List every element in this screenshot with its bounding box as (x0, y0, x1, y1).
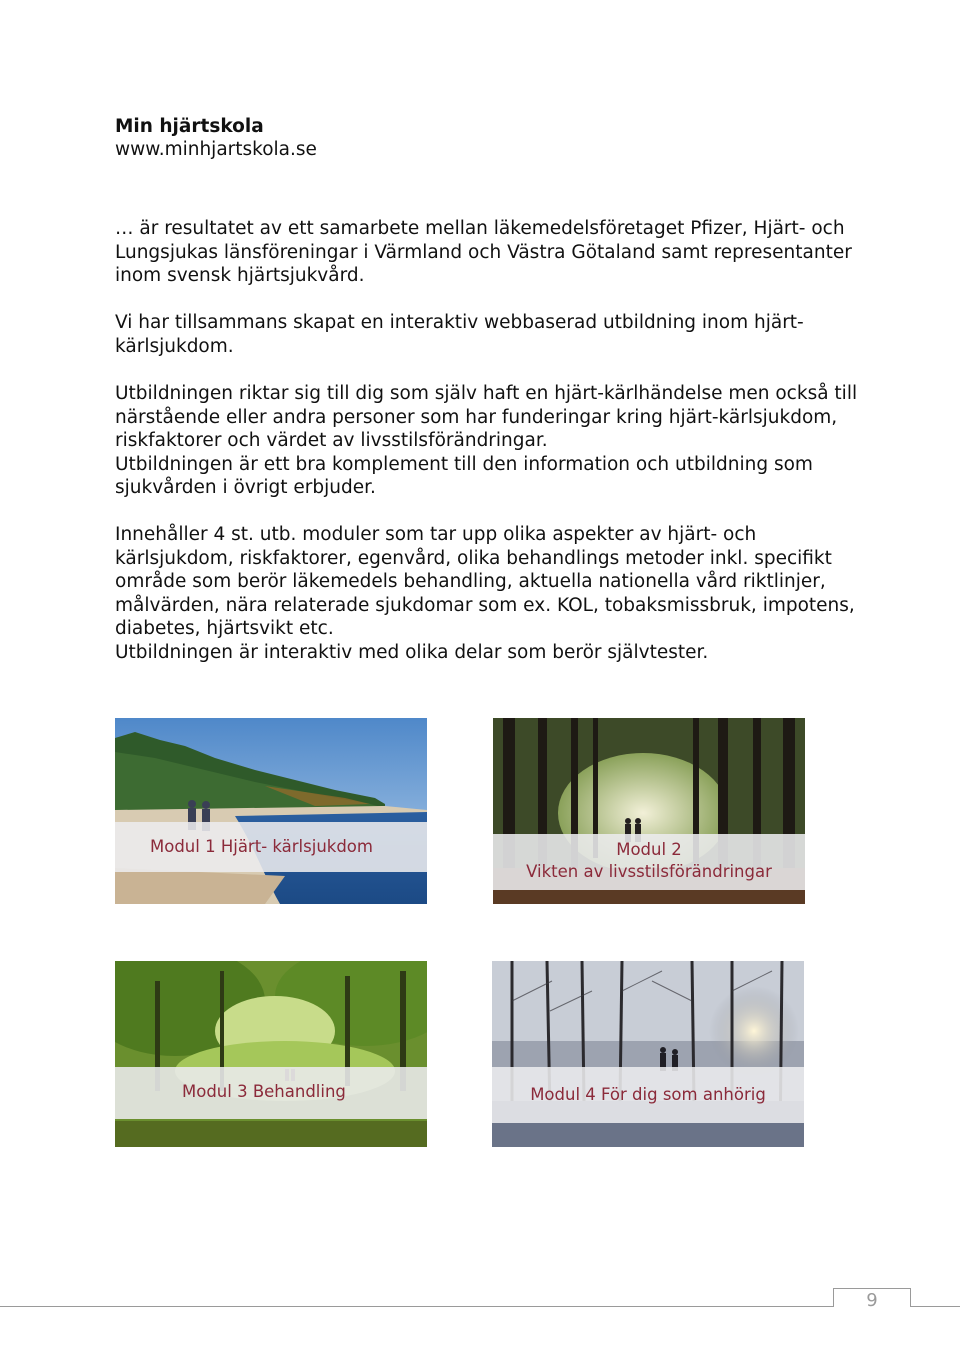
beach-walk-image (115, 718, 427, 904)
intro-paragraph (115, 217, 875, 288)
summary-paragraph (115, 311, 875, 358)
module-2-label (493, 834, 805, 890)
website-url[interactable]: www.minhjartskola.se (115, 139, 317, 160)
intro-text: … är resultatet av ett samarbete mellan läkemedelsföretaget Pfizer, Hjärt- och Lungsjukas länsföreningar i Värmland och Västra Götaland samt representanter inom svensk hjärtsjukvård. (115, 218, 852, 287)
page-number: 9 (866, 1290, 878, 1311)
complement-text: Utbildningen är ett bra komplement till den information och utbildning som sjukvården i övrigt erbjuder. (115, 453, 813, 499)
audience-paragraph (115, 382, 875, 500)
module-3-card[interactable] (115, 961, 427, 1147)
module-4-card[interactable] (492, 961, 804, 1147)
audience-text: Utbildningen riktar sig till dig som själv haft en hjärt-kärlhändelse men också till närstående eller andra personer som har funderingar kring hjärt-kärlsjukdom, riskfaktorer och värdet av livsstilsförändringar. (115, 383, 858, 452)
content-text: Innehåller 4 st. utb. moduler som tar upp olika aspekter av hjärt- och kärlsjukdom, riskfaktorer, egenvård, olika behandlings metoder inkl. specifikt område som berör läkemedels behandling, aktuella nationella vård riktlinjer, målvärden, nära relaterade sjukdomar som ex. KOL, tobaksmissbruk, impotens, diabetes, hjärtsvikt etc. (115, 524, 855, 640)
module-3-label: Modul 3 Behandling (115, 1067, 427, 1119)
content-paragraph (115, 523, 875, 665)
module-2-label-line1: Modul 2 (616, 840, 682, 859)
module-4-label: Modul 4 För dig som anhörig (492, 1067, 804, 1123)
footer-rule (0, 1306, 960, 1307)
summary-text: Vi har tillsammans skapat en interaktiv webbaserad utbildning inom hjärt-kärlsjukdom. (115, 312, 804, 357)
interactive-text: Utbildningen är interaktiv med olika delar som berör självtester. (115, 641, 709, 663)
module-1-card[interactable] (115, 718, 427, 904)
module-1-label: Modul 1 Hjärt- kärlsjukdom (115, 822, 427, 872)
module-2-card[interactable] (493, 718, 805, 904)
document-title: Min hjärtskola (115, 116, 264, 137)
park-image (115, 961, 427, 1147)
module-2-label-line2: Vikten av livsstilsförändringar (526, 862, 772, 881)
